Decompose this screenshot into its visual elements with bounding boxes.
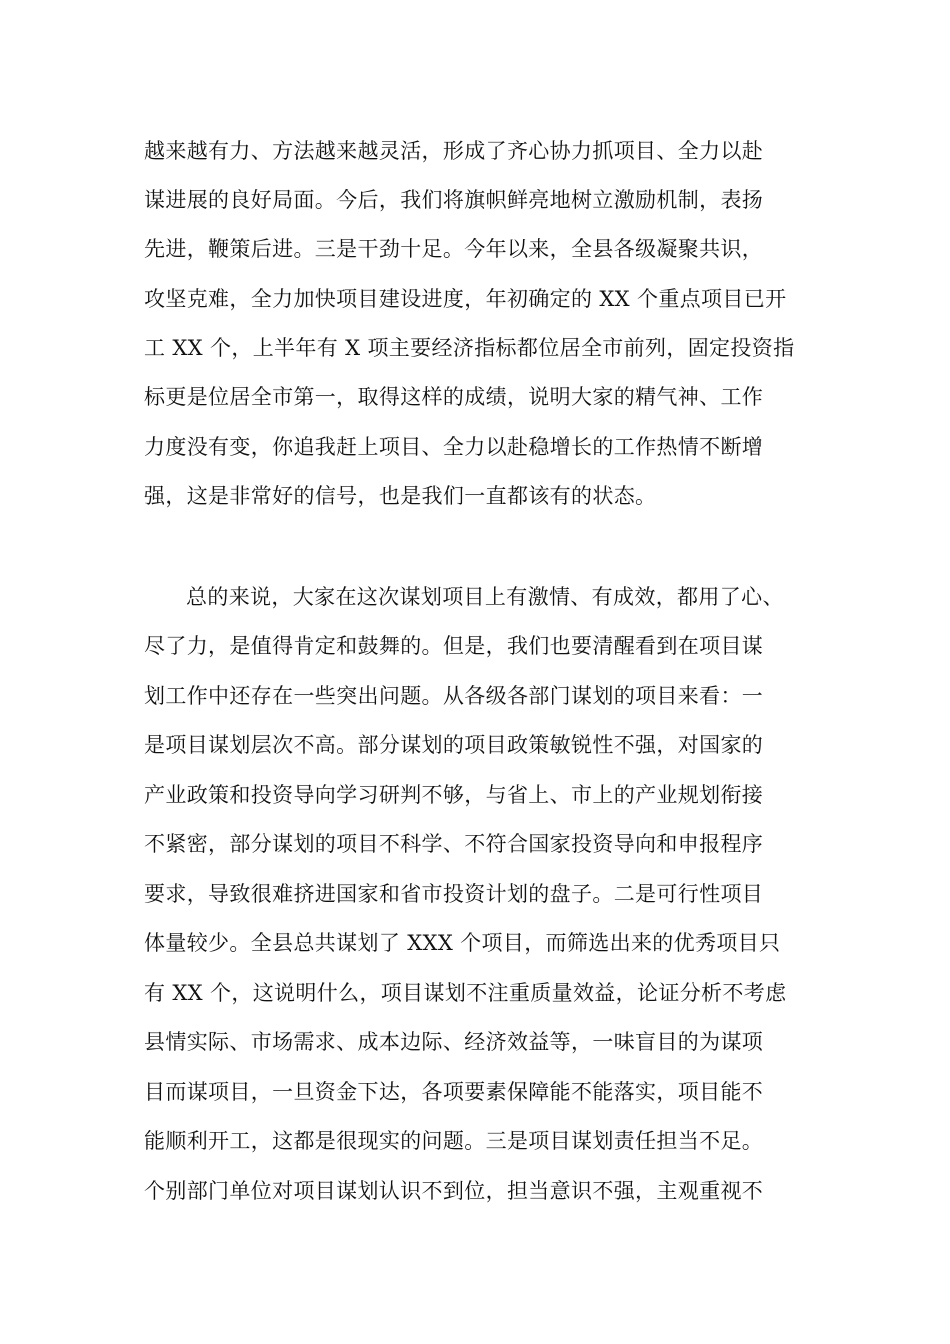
text-line: 标更是位居全市第一，取得这样的成绩，说明大家的精气神、工作 bbox=[144, 385, 764, 409]
text-line: 越来越有力、方法越来越灵活，形成了齐心协力抓项目、全力以赴 bbox=[144, 139, 764, 163]
text-line: 攻坚克难，全力加快项目建设进度，年初确定的 XX 个重点项目已开 bbox=[144, 287, 787, 311]
text-line: 强，这是非常好的信号，也是我们一直都该有的状态。 bbox=[144, 484, 657, 508]
text-line: 个别部门单位对项目谋划认识不到位，担当意识不强，主观重视不 bbox=[144, 1179, 764, 1203]
text-line: 能顺利开工，这都是很现实的问题。三是项目谋划责任担当不足。 bbox=[144, 1129, 764, 1153]
text-line: 体量较少。全县总共谋划了 XXX 个项目，而筛选出来的优秀项目只 bbox=[144, 931, 781, 955]
text-line: 目而谋项目，一旦资金下达，各项要素保障能不能落实，项目能不 bbox=[144, 1080, 764, 1104]
text-line: 县情实际、市场需求、成本边际、经济效益等，一味盲目的为谋项 bbox=[144, 1030, 764, 1054]
text-line: 要求，导致很难挤进国家和省市投资计划的盘子。二是可行性项目 bbox=[144, 882, 764, 906]
text-line: 是项目谋划层次不高。部分谋划的项目政策敏锐性不强，对国家的 bbox=[144, 733, 764, 757]
text-line: 产业政策和投资导向学习研判不够，与省上、市上的产业规划衔接 bbox=[144, 783, 764, 807]
text-line: 有 XX 个，这说明什么，项目谋划不注重质量效益，论证分析不考虑 bbox=[144, 981, 787, 1005]
text-line: 总的来说，大家在这次谋划项目上有激情、有成效，都用了心、 bbox=[186, 585, 784, 609]
text-line: 尽了力，是值得肯定和鼓舞的。但是，我们也要清醒看到在项目谋 bbox=[144, 634, 764, 658]
text-line: 先进，鞭策后进。三是干劲十足。今年以来，全县各级凝聚共识， bbox=[144, 237, 764, 261]
text-line: 划工作中还存在一些突出问题。从各级各部门谋划的项目来看：一 bbox=[144, 684, 764, 708]
text-line: 谋进展的良好局面。今后，我们将旗帜鲜亮地树立激励机制，表扬 bbox=[144, 188, 764, 212]
text-line: 力度没有变，你追我赶上项目、全力以赴稳增长的工作热情不断增 bbox=[144, 435, 764, 459]
text-line: 工 XX 个，上半年有 X 项主要经济指标都位居全市前列，固定投资指 bbox=[144, 336, 795, 360]
text-line: 不紧密，部分谋划的项目不科学、不符合国家投资导向和申报程序 bbox=[144, 832, 764, 856]
